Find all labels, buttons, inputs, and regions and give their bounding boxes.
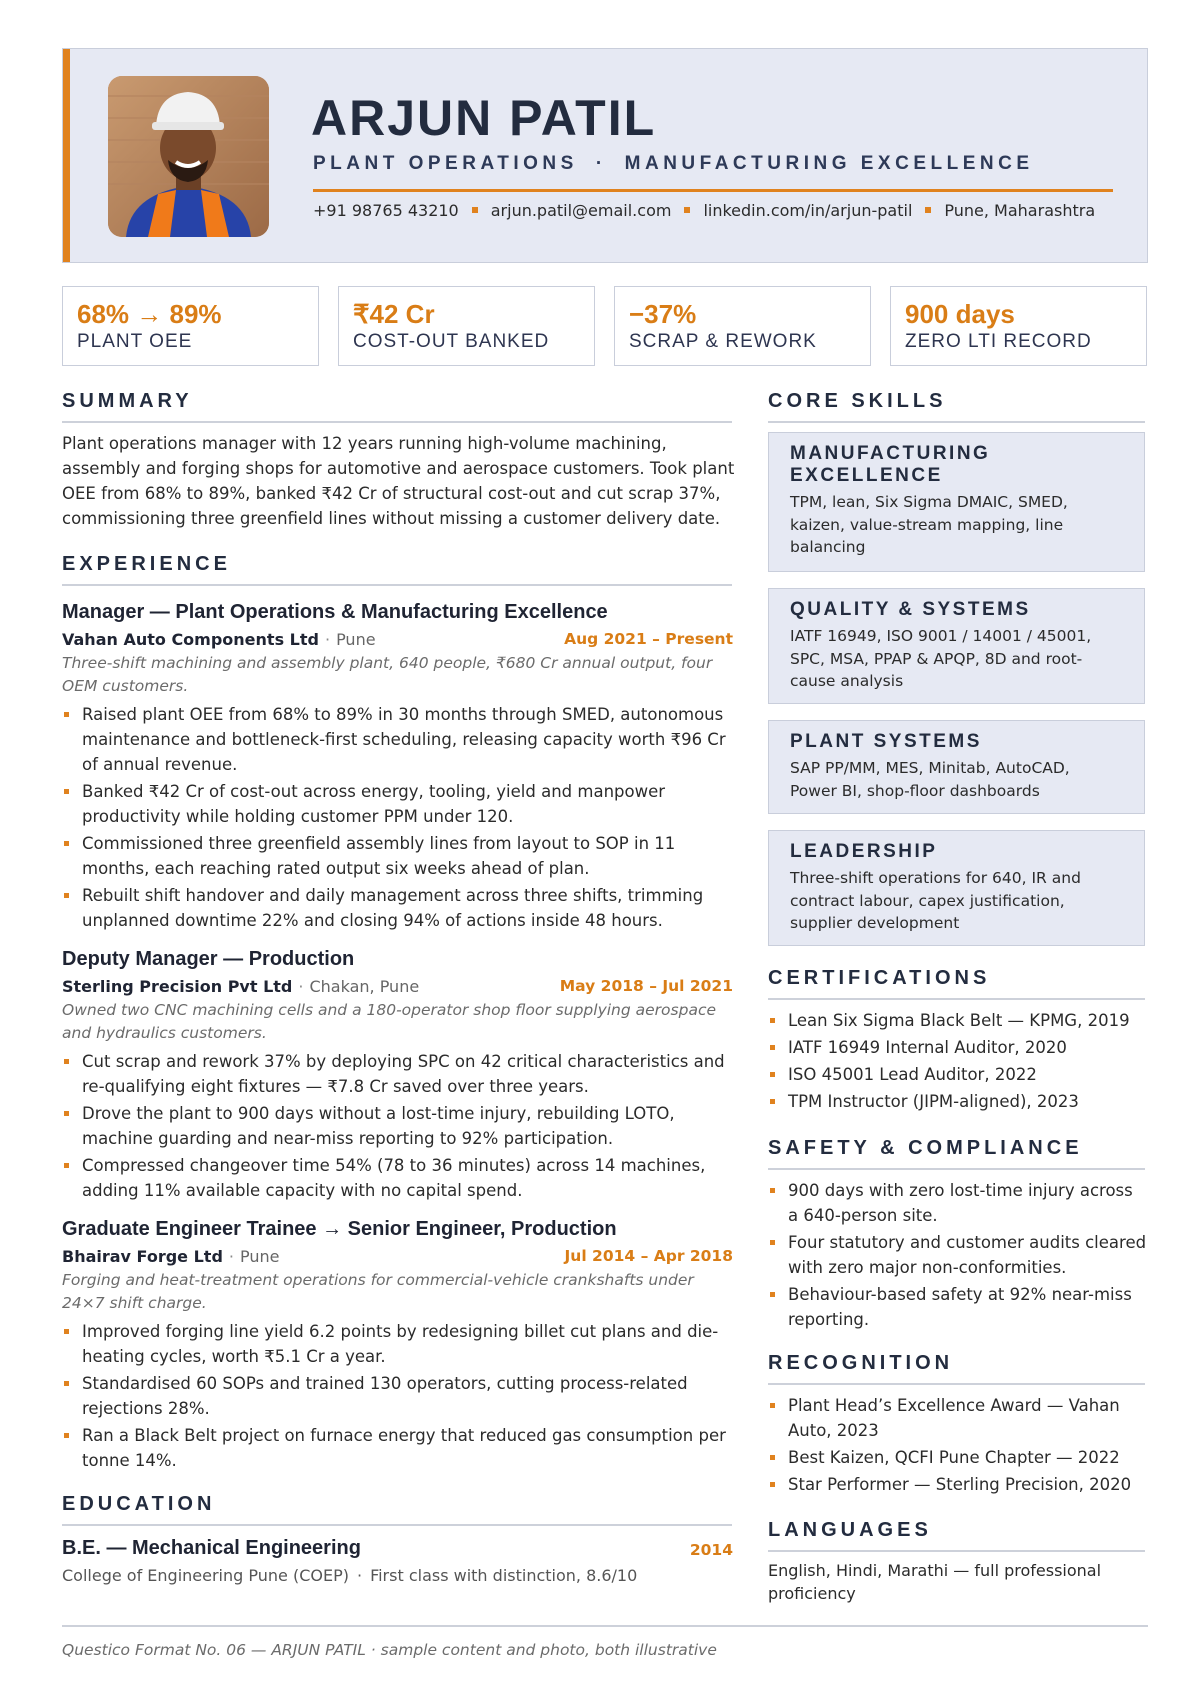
summary-text: Plant operations manager with 12 years running high-volume machining, assembly and forging shops for automotive and aerospace customers. Took plant OEE from 68% to 89%, banked ₹42 Cr of structural cost-out and cut scrap 37%, commissioning three greenfield lines without missing a customer delivery date. — [62, 434, 735, 528]
job-dates: May 2018 – Jul 2021 — [559, 977, 733, 995]
stat-value: 68% → 89% — [77, 299, 222, 329]
header-panel — [62, 48, 1148, 263]
email-link[interactable]: arjun.patil@email.com — [490, 201, 672, 220]
job-description: Three-shift machining and assembly plant, 640 people, ₹680 Cr annual output, four OEM customers. — [62, 654, 713, 695]
contact-separator — [472, 207, 478, 213]
stat-card-cost-out — [338, 286, 595, 366]
stat-label: PLANT OEE — [77, 331, 193, 352]
company-name: Bhairav Forge Ltd — [62, 1247, 223, 1266]
list-item: Commissioned three greenfield assembly lines from layout to SOP in 11 months, each reaching rated output six weeks ahead of plan. — [62, 831, 732, 881]
contact-separator — [684, 207, 690, 213]
summary-heading: SUMMARY — [62, 390, 193, 412]
job-title: Graduate Engineer Trainee → Senior Engineer, Production — [62, 1218, 617, 1240]
section-divider — [62, 584, 732, 586]
skill-card-quality — [768, 588, 1145, 704]
job-bullets — [62, 1319, 732, 1475]
job-dates: Jul 2014 – Apr 2018 — [564, 1247, 733, 1265]
list-item: Best Kaizen, QCFI Pune Chapter — 2022 — [768, 1445, 1148, 1470]
recognition-heading: RECOGNITION — [768, 1352, 954, 1374]
safety-list — [768, 1178, 1148, 1334]
education-separator: · — [356, 1566, 363, 1585]
section-divider — [768, 1383, 1145, 1385]
job-bullets — [62, 1049, 732, 1205]
company-name: Sterling Precision Pvt Ltd — [62, 977, 293, 996]
phone-text[interactable]: +91 98765 43210 — [313, 201, 459, 220]
list-item: Compressed changeover time 54% (78 to 36 minutes) across 14 machines, adding 11% available capacity with no capital spend. — [62, 1153, 732, 1203]
stat-value: ₹42 Cr — [353, 299, 435, 329]
footer-note: Questico Format No. 06 — ARJUN PATIL · sample content and photo, both illustrative — [62, 1641, 717, 1659]
skill-card-manufacturing — [768, 432, 1145, 572]
section-divider — [768, 998, 1145, 1000]
education-detail — [62, 1566, 637, 1585]
education-heading: EDUCATION — [62, 1493, 216, 1515]
job-title: Manager — Plant Operations & Manufacturing Excellence — [62, 601, 608, 623]
job-dates: Aug 2021 – Present — [564, 630, 733, 648]
list-item: Behaviour-based safety at 92% near-miss reporting. — [768, 1282, 1148, 1332]
tagline — [313, 153, 1034, 175]
list-item: IATF 16949 Internal Auditor, 2020 — [768, 1035, 1148, 1060]
list-item: Four statutory and customer audits cleared with zero major non-conformities. — [768, 1230, 1148, 1280]
company-location: Pune — [239, 1247, 280, 1266]
skill-card-title: QUALITY & SYSTEMS — [790, 599, 1031, 620]
stat-card-scrap — [614, 286, 871, 366]
certifications-heading: CERTIFICATIONS — [768, 967, 991, 989]
list-item: Cut scrap and rework 37% by deploying SPC on 42 critical characteristics and re-qualifying eight fixtures — ₹7.8 Cr saved over three years. — [62, 1049, 732, 1099]
company-location: Pune — [336, 630, 376, 649]
core-skills-heading: CORE SKILLS — [768, 390, 947, 412]
list-item: Lean Six Sigma Black Belt — KPMG, 2019 — [768, 1008, 1148, 1033]
contact-separator — [925, 207, 931, 213]
stat-card-oee — [62, 286, 319, 366]
degree-title: B.E. — Mechanical Engineering — [62, 1537, 361, 1559]
languages-heading: LANGUAGES — [768, 1519, 932, 1541]
certifications-list — [768, 1008, 1148, 1116]
list-item: Plant Head’s Excellence Award — Vahan Auto, 2023 — [768, 1393, 1148, 1443]
skill-card-title: PLANT SYSTEMS — [790, 731, 982, 752]
list-item: Drove the plant to 900 days without a lost-time injury, rebuilding LOTO, machine guarding and near-miss reporting to 92% participation. — [62, 1101, 732, 1151]
job-title: Deputy Manager — Production — [62, 948, 355, 970]
tagline-role: PLANT OPERATIONS — [313, 153, 578, 174]
safety-heading: SAFETY & COMPLIANCE — [768, 1137, 1083, 1159]
skill-card-text: Three-shift operations for 640, IR and contract labour, capex justification, supplier development — [790, 869, 1081, 932]
list-item: Ran a Black Belt project on furnace energy that reduced gas consumption per tonne 14%. — [62, 1423, 732, 1473]
stat-value: 900 days — [905, 299, 1015, 329]
skill-card-text: IATF 16949, ISO 9001 / 14001 / 45001, SPC, MSA, PPAP & APQP, 8D and root-cause analysis — [790, 627, 1092, 690]
location-text: Pune, Maharashtra — [944, 201, 1096, 220]
list-item: Raised plant OEE from 68% to 89% in 30 months through SMED, autonomous maintenance and bottleneck-first scheduling, releasing capacity worth ₹96 Cr of annual revenue. — [62, 702, 732, 777]
list-item: Banked ₹42 Cr of cost-out across energy, tooling, yield and manpower productivity while holding customer PPM under 120. — [62, 779, 732, 829]
footer-divider — [62, 1625, 1148, 1627]
job-company: Bhairav Forge Ltd · Pune — [62, 1247, 280, 1266]
skill-card-title: LEADERSHIP — [790, 841, 938, 862]
section-divider — [768, 1550, 1145, 1552]
skill-card-plant-systems — [768, 720, 1145, 814]
company-location: Chakan, Pune — [309, 977, 420, 996]
profile-photo — [108, 76, 269, 237]
recognition-list — [768, 1393, 1148, 1499]
degree-year: 2014 — [689, 1541, 733, 1559]
list-item: Improved forging line yield 6.2 points by redesigning billet cut plans and die-heating cycles, worth ₹5.1 Cr a year. — [62, 1319, 732, 1369]
job-description: Owned two CNC machining cells and a 180-operator shop floor supplying aerospace and hydraulics customers. — [62, 1001, 716, 1042]
linkedin-link[interactable]: linkedin.com/in/arjun-patil — [703, 201, 913, 220]
job-description: Forging and heat-treatment operations for commercial-vehicle crankshafts under 24×7 shift charge. — [62, 1271, 694, 1312]
skill-card-title: MANUFACTURING EXCELLENCE — [790, 443, 991, 486]
section-divider — [62, 421, 732, 423]
stat-label: COST-OUT BANKED — [353, 331, 550, 352]
job-company: Vahan Auto Components Ltd · Pune — [62, 630, 376, 649]
header-divider — [313, 189, 1113, 192]
job-bullets — [62, 702, 732, 935]
header-accent-bar — [63, 49, 70, 262]
stat-value: −37% — [629, 299, 697, 329]
tagline-focus: MANUFACTURING EXCELLENCE — [624, 153, 1034, 174]
company-name: Vahan Auto Components Ltd — [62, 630, 319, 649]
list-item: 900 days with zero lost-time injury across a 640-person site. — [768, 1178, 1148, 1228]
stat-card-lti — [890, 286, 1147, 366]
list-item: TPM Instructor (JIPM-aligned), 2023 — [768, 1089, 1148, 1114]
experience-heading: EXPERIENCE — [62, 553, 231, 575]
stat-label: SCRAP & REWORK — [629, 331, 817, 352]
section-divider — [62, 1524, 732, 1526]
school-name: College of Engineering Pune (COEP) — [62, 1566, 349, 1585]
skill-card-leadership — [768, 830, 1145, 946]
skill-card-text: SAP PP/MM, MES, Minitab, AutoCAD, Power BI, shop-floor dashboards — [790, 759, 1070, 800]
languages-text: English, Hindi, Marathi — full professional proficiency — [768, 1561, 1102, 1603]
candidate-name: ARJUN PATIL — [311, 90, 657, 146]
list-item: ISO 45001 Lead Auditor, 2022 — [768, 1062, 1148, 1087]
tagline-separator: · — [595, 153, 607, 174]
list-item: Standardised 60 SOPs and trained 130 operators, cutting process-related rejections 28%. — [62, 1371, 732, 1421]
list-item: Star Performer — Sterling Precision, 2020 — [768, 1472, 1148, 1497]
stat-label: ZERO LTI RECORD — [905, 331, 1092, 352]
section-divider — [768, 421, 1145, 423]
degree-result: First class with distinction, 8.6/10 — [370, 1566, 638, 1585]
contact-line — [313, 201, 1095, 220]
list-item: Rebuilt shift handover and daily management across three shifts, trimming unplanned downtime 22% and closing 94% of actions inside 48 hours. — [62, 883, 732, 933]
section-divider — [768, 1168, 1145, 1170]
profile-photo-illustration — [108, 76, 269, 237]
job-company: Sterling Precision Pvt Ltd · Chakan, Pune — [62, 977, 420, 996]
skill-card-text: TPM, lean, Six Sigma DMAIC, SMED, kaizen, value-stream mapping, line balancing — [790, 493, 1068, 556]
